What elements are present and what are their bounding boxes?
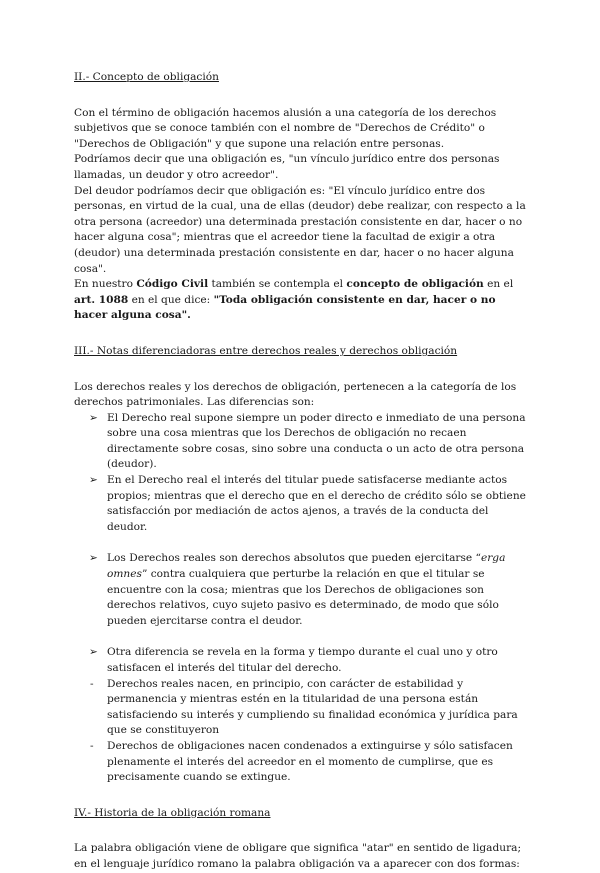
paragraph-obligare: La palabra obligación viene de obligare que significa "atar" en sentido de ligadura; en el lenguaje jurídico romano la palabra obligación va a aparecer con dos formas:: [74, 842, 522, 870]
bold-codigo-civil: Código Civil: [136, 278, 209, 291]
bullet-item: [74, 645, 526, 676]
dash-marker: -: [90, 677, 94, 690]
italic-erga-omnes: erga omnes: [107, 552, 506, 581]
text-run: también se contempla el: [208, 278, 347, 291]
paragraph-vinculo: Podríamos decir que una obligación es, "un vínculo jurídico entre dos personas llamadas, un deudor y otro acreedor".: [74, 153, 500, 181]
bullet-item: [74, 411, 526, 473]
document-page: [74, 70, 526, 873]
paragraph-intro-diferencias: Los derechos reales y los derechos de obligación, pertenecen a la categoría de los derechos patrimoniales. Las diferencias son:: [74, 380, 517, 409]
paragraph-deudor: Del deudor podríamos decir que obligación es: "El vínculo jurídico entre dos personas, en virtud de la cual, una de ellas (deudor) debe realizar, con respecto a la otra persona (acreedor) una determinada prestación consistente en dar, hacer o no hacer alguna cosa"; mientras que el acreedor tiene la facultad de exigir a otra (deudor) una determinada prestación consistente en dar, hacer o no hacer alguna cosa".: [74, 184, 526, 275]
bold-concepto: concepto de obligación: [346, 278, 484, 291]
text-run: ” contra cualquiera que perturbe la relación en que el titular se encuentre con la cosa; mientras que los Derechos de obligaciones son derechos relativos, cuyo sujeto pasivo es determinado, de modo que sólo pueden ejercitarse contra el deudor.: [107, 568, 499, 627]
arrow-bullet-icon: ➢: [89, 411, 98, 424]
arrow-bullet-icon: ➢: [89, 646, 98, 659]
bullet-item: [74, 551, 526, 629]
text-run: en el que dice:: [128, 293, 214, 306]
section-heading-historia: IV.- Historia de la obligación romana: [74, 806, 271, 819]
section-heading-concepto: II.- Concepto de obligación: [74, 71, 219, 83]
dash-item: [74, 739, 526, 786]
paragraph-codigo-civil: [74, 277, 526, 324]
text-run: en el: [483, 278, 514, 291]
text-run: En nuestro: [74, 278, 137, 291]
dash-text: Derechos de obligaciones nacen condenados a extinguirse y sólo satisfacen plenamente el interés del acreedor en el momento de cumplirse, que es precisamente cuando se extingue.: [107, 739, 513, 784]
dash-marker: -: [90, 739, 94, 752]
arrow-bullet-icon: ➢: [89, 552, 98, 565]
bullet-text: En el Derecho real el interés del titular puede satisfacerse mediante actos propios; mientras que el derecho que en el derecho de crédito sólo se obtiene satisfacción por mediación de actos ajenos, a través de la conducta del deudor.: [107, 474, 526, 533]
paragraph-definicion: Con el término de obligación hacemos alusión a una categoría de los derechos subjetivos que se conoce también con el nombre de "Derechos de Crédito" o "Derechos de Obligación" y que supone una relación entre personas.: [74, 106, 497, 150]
bullet-item: [74, 473, 526, 535]
dash-item: [74, 677, 526, 739]
bold-articulo: art. 1088: [74, 293, 129, 306]
bold-cita: "Toda obligación consistente en dar, hacer o no hacer alguna cosa".: [74, 293, 496, 322]
bullet-text: Otra diferencia se revela en la forma y tiempo durante el cual uno y otro satisfacen el interés del titular del derecho.: [107, 646, 498, 674]
section-heading-notas: III.- Notas diferenciadoras entre derechos reales y derechos obligación: [74, 344, 458, 357]
dash-text: Derechos reales nacen, en principio, con carácter de estabilidad y permanencia y mientras estén en la titularidad de una persona están satisfaciendo su interés y cumpliendo su finalidad económica y jurídica para que se constituyeron: [107, 677, 518, 737]
text-run: Los Derechos reales son derechos absolutos que pueden ejercitarse “: [107, 552, 481, 565]
bullet-text: [107, 552, 505, 626]
bullet-text: El Derecho real supone siempre un poder directo e inmediato de una persona sobre una cosa mientras que los Derechos de obligación no recaen directamente sobre cosas, sino sobre una conducta o un acto de otra persona (deudor).: [107, 411, 526, 471]
arrow-bullet-icon: ➢: [89, 474, 98, 487]
